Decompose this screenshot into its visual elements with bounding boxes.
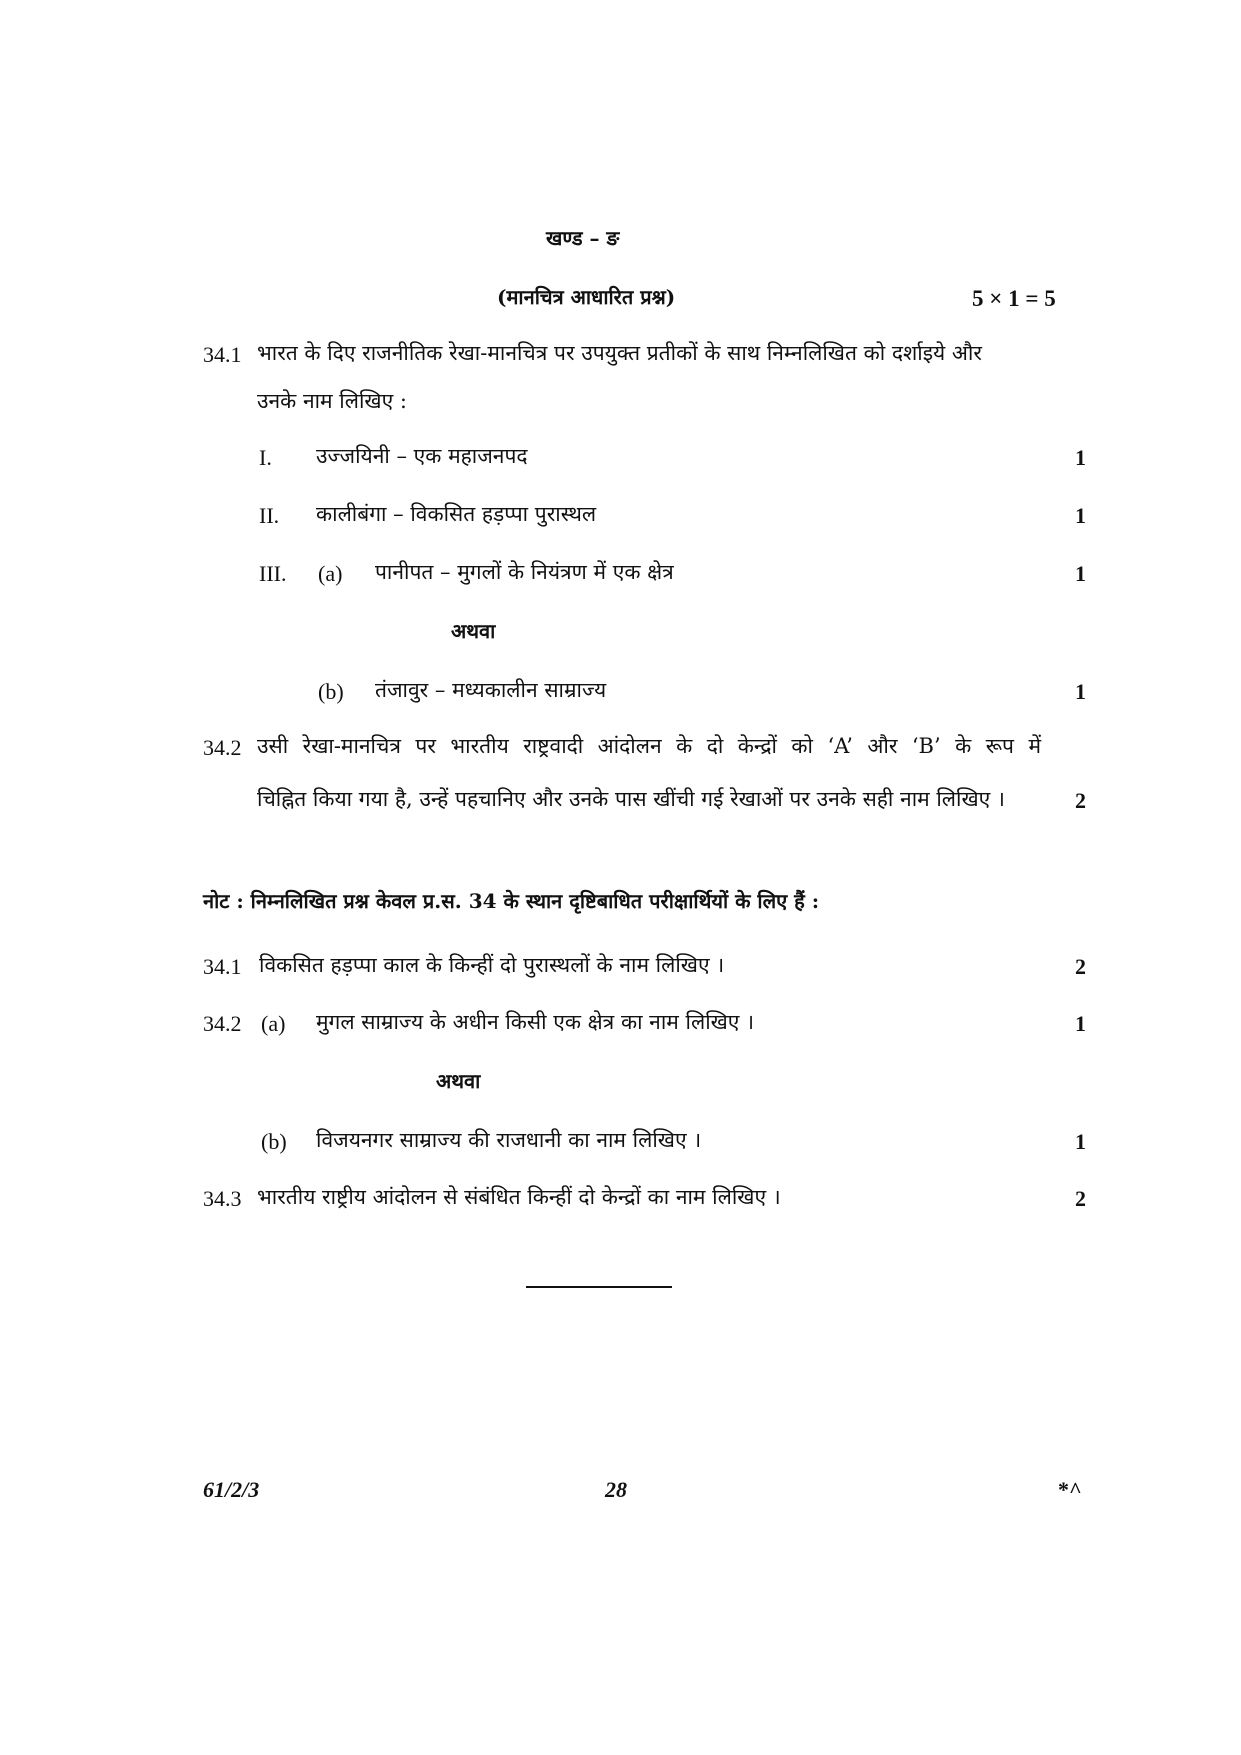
- item-text: पानीपत – मुगलों के नियंत्रण में एक क्षेत्र: [375, 560, 674, 584]
- question-marks: 2: [1075, 788, 1086, 813]
- item-text: कालीबंगा – विकसित हड़प्पा पुरास्थल: [316, 502, 597, 526]
- item-marks: 1: [1075, 679, 1086, 704]
- question-text: विजयनगर साम्राज्य की राजधानी का नाम लिखिए ।: [316, 1128, 702, 1152]
- question-number: 34.3: [203, 1186, 242, 1211]
- question-text: उसी रेखा-मानचित्र पर भारतीय राष्ट्रवादी आंदोलन के दो केन्द्रों को ‘A’ और ‘B’ के रूप में: [257, 734, 1041, 758]
- item-sublabel: (b): [261, 1129, 287, 1154]
- question-text: भारत के दिए राजनीतिक रेखा-मानचित्र पर उपयुक्त प्रतीकों के साथ निम्नलिखित को दर्शाइये और: [257, 341, 982, 365]
- question-marks: 2: [1075, 1186, 1086, 1211]
- end-rule: [526, 1286, 672, 1288]
- item-sublabel: (a): [261, 1011, 286, 1036]
- item-sublabel: (a): [318, 561, 343, 586]
- item-text: तंजावुर – मध्यकालीन साम्राज्य: [375, 678, 607, 702]
- question-marks: 1: [1075, 1011, 1086, 1036]
- question-number: 34.2: [203, 735, 242, 760]
- question-marks: 1: [1075, 1129, 1086, 1154]
- paper-code: 61/2/3: [203, 1477, 260, 1502]
- item-label: II.: [259, 503, 280, 528]
- item-marks: 1: [1075, 503, 1086, 528]
- item-sublabel: (b): [318, 679, 344, 704]
- section-marks: 5 × 1 = 5: [972, 286, 1056, 311]
- or-separator: अथवा: [436, 1069, 481, 1093]
- question-number: 34.1: [203, 342, 242, 367]
- section-title: खण्ड – ङ: [546, 226, 620, 250]
- item-label: III.: [259, 561, 287, 586]
- note-text: नोट : निम्नलिखित प्रश्न केवल प्र.स. 34 के स्थान दृष्टिबाधित परीक्षार्थियों के लिए हैं :: [203, 889, 820, 913]
- footer-mark: *^: [1058, 1477, 1082, 1502]
- question-text: मुगल साम्राज्य के अधीन किसी एक क्षेत्र का नाम लिखिए ।: [316, 1010, 755, 1034]
- question-number: 34.1: [203, 954, 242, 979]
- section-subtitle: (मानचित्र आधारित प्रश्न): [497, 285, 676, 309]
- page-number: 28: [605, 1477, 627, 1502]
- question-text: भारतीय राष्ट्रीय आंदोलन से संबंधित किन्हीं दो केन्द्रों का नाम लिखिए ।: [257, 1185, 781, 1209]
- item-marks: 1: [1075, 445, 1086, 470]
- question-text: चिह्नित किया गया है, उन्हें पहचानिए और उनके पास खींची गई रेखाओं पर उनके सही नाम लिखिए ।: [257, 787, 1005, 811]
- question-marks: 2: [1075, 954, 1086, 979]
- question-text: उनके नाम लिखिए :: [257, 389, 407, 413]
- or-separator: अथवा: [451, 619, 496, 643]
- item-label: I.: [259, 445, 272, 470]
- item-marks: 1: [1075, 561, 1086, 586]
- item-text: उज्जयिनी – एक महाजनपद: [316, 444, 528, 468]
- question-text: विकसित हड़प्पा काल के किन्हीं दो पुरास्थलों के नाम लिखिए ।: [259, 953, 725, 977]
- question-number: 34.2: [203, 1011, 242, 1036]
